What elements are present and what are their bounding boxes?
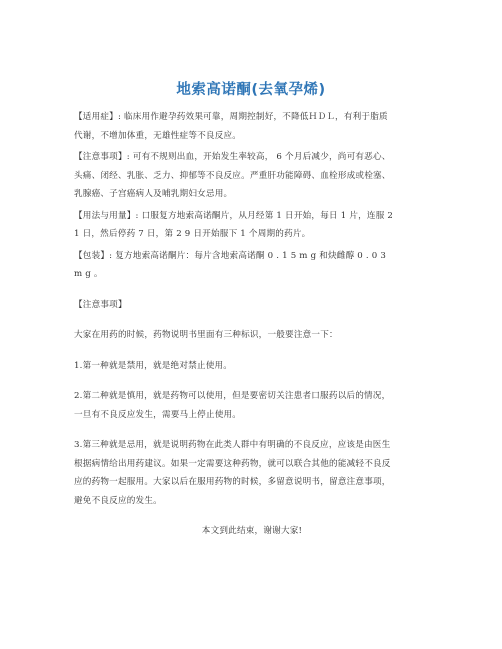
text-line: 避免不良反应的发生。 [74,495,162,506]
document-title: 地索高诺酮(去氧孕烯) [176,82,326,98]
intro-paragraph [74,326,430,345]
item-1-paragraph [74,357,430,376]
text-line: 应的药物一起服用。大家以后在服用药物的时候，多留意说明书，留意注意事项， [74,477,391,487]
notice-heading [74,296,430,315]
text-line: 【注意事项】: 可有不规则出血，开始发生率较高， 6 个月后减少，尚可有恶心、 [74,152,391,162]
text-line: 【包装】: 复方地索高诺酮片：每片含地索高诺酮 0 . 1 5 m g 和炔雌醇 0 . 0 3 [74,250,387,261]
text-line: m g 。 [74,269,103,279]
package-paragraph [74,247,430,284]
text-line: 一旦有不良反应发生，需要马上停止使用。 [74,409,242,420]
dosage-paragraph [74,207,430,244]
cautions-paragraph [74,148,430,204]
text-line: 根据病情给出用药建议。如果一定需要这种药物，就可以联合其他的能减轻不良反 [74,458,391,469]
closing-paragraph [74,522,430,541]
text-line: 乳腺癌、子宫癌病人及哺乳期妇女忌用。 [74,189,233,199]
text-line: 【适用症】: 临床用作避孕药效果可靠，周期控制好，不降低ＨＤＬ，有利于脂质 [74,112,388,122]
indications-paragraph [74,108,430,145]
text-line: 【注意事项】 [74,299,127,310]
text-line: 代谢，不增加体重，无雄性症等不良反应。 [74,130,242,141]
text-line: 大家在用药的时候，药物说明书里面有三种标识，一般要注意一下： [74,330,338,340]
text-line: 1.第一种就是禁用，就是绝对禁止使用。 [74,360,233,371]
text-line: 头痛、闭经、乳胀、乏力、抑郁等不良反应。严重肝功能障碍、血栓形成或栓塞、 [74,170,391,181]
item-3-paragraph [74,436,430,510]
text-line: 2.第二种就是慎用，就是药物可以使用，但是要密切关注患者口服药以后的情况， [74,391,391,401]
item-2-paragraph [74,387,430,424]
text-line: 1 日，然后停药 7 日，第 2 9 日开始服下 1 个周期的药片。 [74,229,311,239]
document-body [74,108,430,544]
text-line: 3.第三种就是忌用，就是说明药物在此类人群中有明确的不良反应，应该是由医生 [74,440,391,450]
text-line: 本文到此结束，谢谢大家! [201,526,303,536]
text-line: 【用法与用量】: 口服复方地索高诺酮片，从月经第 1 日开始，每日 1 片，连服 2 [74,210,394,221]
